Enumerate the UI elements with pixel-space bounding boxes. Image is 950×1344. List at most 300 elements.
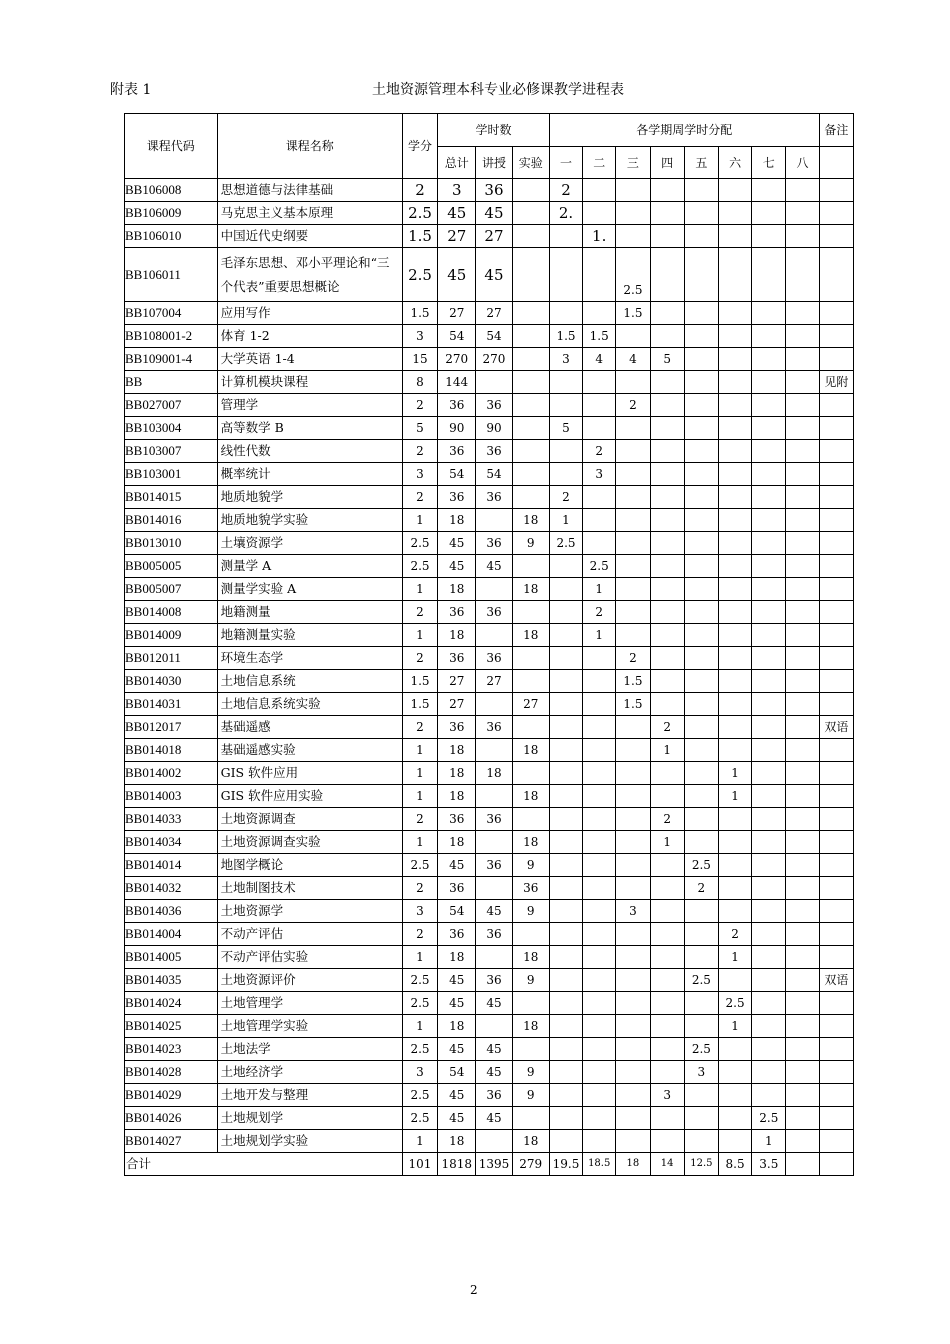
semester-4-hours: [650, 1130, 684, 1153]
table-row: [125, 808, 854, 831]
credit: 8: [402, 371, 437, 394]
course-name: 基础遥感实验: [217, 739, 402, 762]
table-row: [125, 670, 854, 693]
semester-2-hours: [583, 302, 616, 325]
hours-lecture: 36: [476, 854, 512, 877]
hours-experiment: [512, 394, 549, 417]
hours-total: 27: [438, 693, 476, 716]
semester-6-hours: [718, 578, 751, 601]
hours-experiment: 36: [512, 877, 549, 900]
remark: 双语: [819, 969, 853, 992]
remark: [819, 463, 853, 486]
course-name: 土地信息系统: [217, 670, 402, 693]
semester-1-hours: [549, 969, 582, 992]
course-code: BB014018: [125, 739, 218, 762]
hours-total: 45: [438, 532, 476, 555]
course-code: BB014024: [125, 992, 218, 1015]
course-code: BB014026: [125, 1107, 218, 1130]
table-row: [125, 1038, 854, 1061]
semester-6-hours: [718, 647, 751, 670]
semester-3-hours: [616, 1015, 650, 1038]
semester-7-hours: [752, 900, 786, 923]
semester-1-hours: 3: [549, 348, 582, 371]
semester-6-hours: [718, 1107, 751, 1130]
hours-total: 18: [438, 946, 476, 969]
totals-semester-7: 3.5: [752, 1153, 786, 1176]
semester-8-hours: [786, 371, 819, 394]
hours-lecture: 45: [476, 202, 512, 225]
semester-4-hours: [650, 900, 684, 923]
course-name: 思想道德与法律基础: [217, 179, 402, 202]
credit: 2.5: [402, 992, 437, 1015]
course-name: GIS 软件应用: [217, 762, 402, 785]
semester-3-hours: [616, 1084, 650, 1107]
remark: [819, 762, 853, 785]
semester-3-hours: [616, 325, 650, 348]
semester-6-hours: [718, 486, 751, 509]
semester-3-hours: 2: [616, 394, 650, 417]
course-name: 土地管理学: [217, 992, 402, 1015]
table-row: [125, 831, 854, 854]
table-row: [125, 647, 854, 670]
semester-8-hours: [786, 969, 819, 992]
course-name: 测量学 A: [217, 555, 402, 578]
semester-4-hours: [650, 992, 684, 1015]
table-row: [125, 693, 854, 716]
semester-4-hours: [650, 785, 684, 808]
semester-8-hours: [786, 578, 819, 601]
semester-7-hours: [752, 394, 786, 417]
semester-2-hours: [583, 969, 616, 992]
semester-8-hours: [786, 225, 819, 248]
hours-experiment: [512, 923, 549, 946]
semester-4-hours: [650, 670, 684, 693]
totals-semester-3: 18: [616, 1153, 650, 1176]
hours-experiment: 27: [512, 693, 549, 716]
course-name: GIS 软件应用实验: [217, 785, 402, 808]
semester-1-hours: [549, 463, 582, 486]
semester-4-hours: [650, 578, 684, 601]
credit: 3: [402, 325, 437, 348]
hours-lecture: 36: [476, 440, 512, 463]
semester-1-hours: [549, 225, 582, 248]
course-name: 马克思主义基本原理: [217, 202, 402, 225]
totals-hours-experiment: 279: [512, 1153, 549, 1176]
semester-7-hours: [752, 946, 786, 969]
semester-3-hours: [616, 486, 650, 509]
semester-6-hours: [718, 670, 751, 693]
hours-experiment: 18: [512, 785, 549, 808]
semester-7-hours: [752, 762, 786, 785]
hours-lecture: 45: [476, 248, 512, 302]
semester-4-hours: 2: [650, 716, 684, 739]
header-row-1: [125, 114, 854, 147]
hours-lecture: 36: [476, 1084, 512, 1107]
course-code: BB012011: [125, 647, 218, 670]
semester-4-hours: 5: [650, 348, 684, 371]
hours-experiment: [512, 762, 549, 785]
table-row: [125, 532, 854, 555]
totals-hours-lecture: 1395: [476, 1153, 512, 1176]
semester-5-hours: [684, 225, 718, 248]
semester-8-hours: [786, 202, 819, 225]
semester-2-hours: [583, 854, 616, 877]
semester-4-hours: [650, 1015, 684, 1038]
course-code: BB027007: [125, 394, 218, 417]
semester-6-hours: [718, 555, 751, 578]
semester-7-hours: [752, 716, 786, 739]
semester-8-hours: [786, 785, 819, 808]
credit: 1: [402, 762, 437, 785]
semester-1-hours: [549, 440, 582, 463]
credit: 2: [402, 808, 437, 831]
remark: [819, 647, 853, 670]
remark: [819, 486, 853, 509]
semester-3-hours: [616, 1107, 650, 1130]
semester-8-hours: [786, 647, 819, 670]
course-code: BB014004: [125, 923, 218, 946]
hours-experiment: [512, 555, 549, 578]
semester-5-hours: [684, 202, 718, 225]
semester-5-hours: [684, 900, 718, 923]
table-row: [125, 716, 854, 739]
header-semester-5: 五: [684, 147, 718, 179]
semester-2-hours: [583, 923, 616, 946]
course-name: 地质地貌学: [217, 486, 402, 509]
hours-lecture: 45: [476, 900, 512, 923]
hours-total: 36: [438, 923, 476, 946]
semester-7-hours: [752, 302, 786, 325]
credit: 1.5: [402, 225, 437, 248]
semester-4-hours: [650, 969, 684, 992]
semester-6-hours: [718, 1038, 751, 1061]
course-name: 地图学概论: [217, 854, 402, 877]
semester-1-hours: [549, 647, 582, 670]
course-name: 计算机模块课程: [217, 371, 402, 394]
semester-3-hours: [616, 371, 650, 394]
table-row: [125, 762, 854, 785]
semester-8-hours: [786, 1130, 819, 1153]
course-code: BB106011: [125, 248, 218, 302]
semester-2-hours: [583, 946, 616, 969]
semester-2-hours: 3: [583, 463, 616, 486]
hours-lecture: 18: [476, 762, 512, 785]
semester-2-hours: [583, 1084, 616, 1107]
table-row: [125, 1061, 854, 1084]
table-row: [125, 1015, 854, 1038]
semester-7-hours: [752, 179, 786, 202]
semester-4-hours: [650, 1107, 684, 1130]
course-code: BB014023: [125, 1038, 218, 1061]
course-code: BB014027: [125, 1130, 218, 1153]
semester-2-hours: [583, 509, 616, 532]
hours-total: 45: [438, 248, 476, 302]
credit: 2.5: [402, 969, 437, 992]
table-row: [125, 1130, 854, 1153]
semester-7-hours: [752, 923, 786, 946]
credit: 2: [402, 601, 437, 624]
semester-2-hours: [583, 992, 616, 1015]
hours-experiment: 18: [512, 831, 549, 854]
semester-8-hours: [786, 1084, 819, 1107]
semester-8-hours: [786, 739, 819, 762]
course-name: 管理学: [217, 394, 402, 417]
course-code: BB107004: [125, 302, 218, 325]
course-code: BB108001-2: [125, 325, 218, 348]
hours-total: 45: [438, 1107, 476, 1130]
hours-experiment: [512, 463, 549, 486]
header-semester-1: 一: [549, 147, 582, 179]
remark: [819, 1038, 853, 1061]
semester-4-hours: [650, 463, 684, 486]
hours-lecture: 45: [476, 1107, 512, 1130]
semester-8-hours: [786, 417, 819, 440]
semester-3-hours: [616, 1038, 650, 1061]
course-name: 土地开发与整理: [217, 1084, 402, 1107]
hours-lecture: [476, 578, 512, 601]
semester-2-hours: 2: [583, 601, 616, 624]
semester-3-hours: [616, 1061, 650, 1084]
semester-5-hours: [684, 325, 718, 348]
table-row: [125, 1107, 854, 1130]
semester-3-hours: [616, 785, 650, 808]
semester-6-hours: [718, 969, 751, 992]
course-name: 高等数学 B: [217, 417, 402, 440]
remark: [819, 601, 853, 624]
semester-2-hours: [583, 716, 616, 739]
semester-1-hours: [549, 371, 582, 394]
semester-8-hours: [786, 808, 819, 831]
semester-7-hours: [752, 371, 786, 394]
semester-7-hours: [752, 647, 786, 670]
semester-4-hours: [650, 394, 684, 417]
semester-8-hours: [786, 762, 819, 785]
course-name: 土地资源调查: [217, 808, 402, 831]
semester-2-hours: [583, 1015, 616, 1038]
hours-total: 36: [438, 716, 476, 739]
semester-8-hours: [786, 532, 819, 555]
semester-5-hours: [684, 1084, 718, 1107]
remark: [819, 302, 853, 325]
semester-6-hours: [718, 601, 751, 624]
course-name: 土地制图技术: [217, 877, 402, 900]
course-code: BB014016: [125, 509, 218, 532]
credit: 2: [402, 179, 437, 202]
hours-total: 36: [438, 808, 476, 831]
semester-1-hours: 2: [549, 486, 582, 509]
remark: [819, 179, 853, 202]
course-code: BB014009: [125, 624, 218, 647]
header-remark: 备注: [819, 114, 853, 147]
header-semester-3: 三: [616, 147, 650, 179]
header-name: 课程名称: [217, 114, 402, 179]
semester-5-hours: [684, 693, 718, 716]
credit: 1.5: [402, 670, 437, 693]
semester-7-hours: [752, 992, 786, 1015]
course-name: 地籍测量实验: [217, 624, 402, 647]
semester-1-hours: [549, 831, 582, 854]
semester-2-hours: 1.: [583, 225, 616, 248]
semester-3-hours: [616, 463, 650, 486]
semester-6-hours: [718, 509, 751, 532]
credit: 1: [402, 946, 437, 969]
semester-8-hours: [786, 179, 819, 202]
semester-1-hours: [549, 877, 582, 900]
credit: 2.5: [402, 202, 437, 225]
hours-lecture: 36: [476, 601, 512, 624]
semester-2-hours: [583, 739, 616, 762]
table-row: [125, 555, 854, 578]
header-semester-6: 六: [718, 147, 751, 179]
hours-lecture: 36: [476, 969, 512, 992]
hours-experiment: 9: [512, 969, 549, 992]
table-row: [125, 969, 854, 992]
semester-3-hours: [616, 877, 650, 900]
semester-8-hours: [786, 302, 819, 325]
semester-1-hours: [549, 1061, 582, 1084]
semester-7-hours: [752, 785, 786, 808]
semester-3-hours: [616, 1130, 650, 1153]
semester-5-hours: [684, 647, 718, 670]
semester-5-hours: [684, 785, 718, 808]
course-code: BB014032: [125, 877, 218, 900]
table-row: [125, 348, 854, 371]
semester-5-hours: [684, 1107, 718, 1130]
hours-lecture: [476, 739, 512, 762]
semester-3-hours: [616, 179, 650, 202]
hours-total: 3: [438, 179, 476, 202]
semester-2-hours: [583, 785, 616, 808]
course-code: BB014033: [125, 808, 218, 831]
course-name: 地质地貌学实验: [217, 509, 402, 532]
table-row: [125, 946, 854, 969]
hours-experiment: [512, 371, 549, 394]
semester-4-hours: [650, 371, 684, 394]
semester-6-hours: [718, 854, 751, 877]
hours-total: 18: [438, 578, 476, 601]
semester-5-hours: [684, 532, 718, 555]
table-row: [125, 225, 854, 248]
hours-total: 36: [438, 394, 476, 417]
hours-lecture: [476, 946, 512, 969]
remark: [819, 1107, 853, 1130]
semester-5-hours: [684, 601, 718, 624]
semester-7-hours: [752, 854, 786, 877]
semester-6-hours: [718, 179, 751, 202]
remark: [819, 348, 853, 371]
table-row: [125, 601, 854, 624]
semester-3-hours: 3: [616, 900, 650, 923]
semester-3-hours: [616, 716, 650, 739]
semester-3-hours: [616, 601, 650, 624]
totals-semester-1: 19.5: [549, 1153, 582, 1176]
hours-lecture: [476, 509, 512, 532]
semester-4-hours: [650, 647, 684, 670]
remark: [819, 670, 853, 693]
semester-5-hours: [684, 248, 718, 302]
semester-4-hours: [650, 1061, 684, 1084]
course-code: BB014015: [125, 486, 218, 509]
semester-1-hours: 1: [549, 509, 582, 532]
hours-total: 18: [438, 1015, 476, 1038]
semester-4-hours: [650, 417, 684, 440]
semester-6-hours: [718, 532, 751, 555]
hours-total: 36: [438, 440, 476, 463]
semester-5-hours: [684, 348, 718, 371]
hours-experiment: [512, 670, 549, 693]
semester-3-hours: 2: [616, 647, 650, 670]
hours-lecture: 45: [476, 992, 512, 1015]
semester-6-hours: [718, 202, 751, 225]
semester-7-hours: 1: [752, 1130, 786, 1153]
course-code: BB014031: [125, 693, 218, 716]
hours-total: 45: [438, 969, 476, 992]
semester-2-hours: [583, 371, 616, 394]
semester-6-hours: [718, 248, 751, 302]
hours-total: 18: [438, 509, 476, 532]
semester-6-hours: 2: [718, 923, 751, 946]
remark: [819, 900, 853, 923]
hours-lecture: [476, 371, 512, 394]
credit: 1.5: [402, 693, 437, 716]
semester-5-hours: 2: [684, 877, 718, 900]
semester-7-hours: [752, 1038, 786, 1061]
header-semester-8: 八: [786, 147, 819, 179]
totals-row: [125, 1153, 854, 1176]
credit: 2: [402, 877, 437, 900]
semester-6-hours: [718, 1130, 751, 1153]
course-code: BB106008: [125, 179, 218, 202]
semester-7-hours: [752, 463, 786, 486]
semester-5-hours: 2.5: [684, 854, 718, 877]
credit: 1: [402, 785, 437, 808]
course-code: BB014008: [125, 601, 218, 624]
hours-lecture: 45: [476, 555, 512, 578]
semester-4-hours: [650, 762, 684, 785]
semester-3-hours: [616, 509, 650, 532]
semester-1-hours: [549, 248, 582, 302]
hours-lecture: 36: [476, 179, 512, 202]
semester-1-hours: [549, 1084, 582, 1107]
remark: [819, 202, 853, 225]
semester-8-hours: [786, 693, 819, 716]
course-code: BB014029: [125, 1084, 218, 1107]
hours-lecture: [476, 831, 512, 854]
semester-8-hours: [786, 509, 819, 532]
semester-2-hours: [583, 394, 616, 417]
semester-2-hours: [583, 831, 616, 854]
remark: [819, 532, 853, 555]
semester-2-hours: 2: [583, 440, 616, 463]
course-code: BB014028: [125, 1061, 218, 1084]
semester-1-hours: 1.5: [549, 325, 582, 348]
remark: [819, 923, 853, 946]
hours-lecture: 36: [476, 923, 512, 946]
semester-1-hours: [549, 1015, 582, 1038]
semester-7-hours: [752, 831, 786, 854]
course-code: BB005005: [125, 555, 218, 578]
totals-label: 合计: [125, 1153, 403, 1176]
course-name: 地籍测量: [217, 601, 402, 624]
credit: 1: [402, 831, 437, 854]
semester-5-hours: [684, 923, 718, 946]
remark: [819, 1061, 853, 1084]
semester-5-hours: [684, 716, 718, 739]
hours-experiment: [512, 179, 549, 202]
table-row: [125, 785, 854, 808]
semester-4-hours: [650, 923, 684, 946]
header-semester-4: 四: [650, 147, 684, 179]
